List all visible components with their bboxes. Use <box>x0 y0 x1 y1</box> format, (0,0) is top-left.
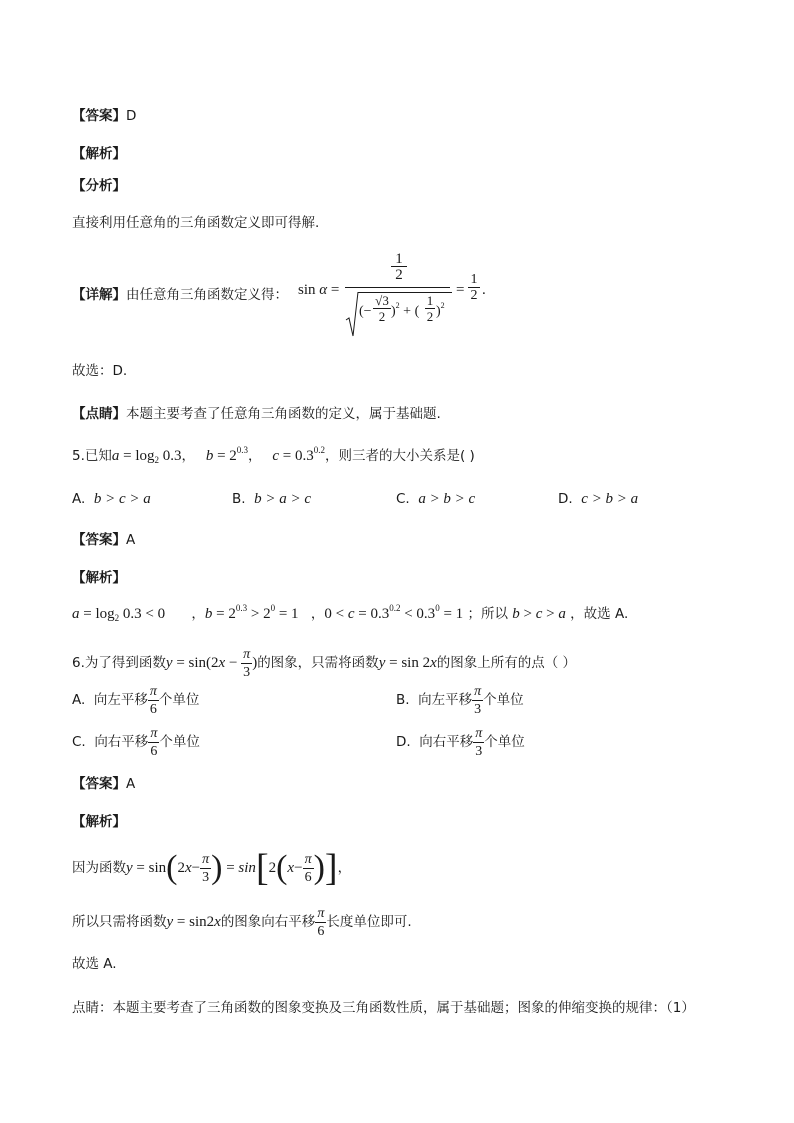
q5-analysis-tag: 【解析】 <box>72 570 126 586</box>
sqrt-icon <box>345 290 359 340</box>
q4-fenxi-tag: 【分析】 <box>72 178 126 194</box>
q6-option-c[interactable]: C. 向右平移 $\frac{\pi}{6}$ 个单位 <box>72 725 200 759</box>
comment-text: 本题主要考查了任意角三角函数的定义，属于基础题. <box>126 406 441 422</box>
q5-option-c[interactable]: C. a > b > c <box>396 491 476 507</box>
formula-main-bar <box>345 287 450 288</box>
q5-option-b[interactable]: B. b > a > c <box>232 491 312 507</box>
q6-conclusion: 故选 A. <box>72 956 117 972</box>
answer-tag: 【答案】 <box>72 108 126 124</box>
q5-a-expr: a <box>111 448 120 464</box>
q6-option-a[interactable]: A. 向左平移 $\frac{\pi}{6}$ 个单位 <box>72 683 200 717</box>
q6-because-line: 因为函数y = sin(2x− $\frac{\pi}{3}$ ) = sin[2(x− $\frac{\pi}{6}$ )]， <box>72 847 352 889</box>
q6-option-d[interactable]: D. 向右平移 $\frac{\pi}{3}$ 个单位 <box>396 725 525 759</box>
q6-stem: 6.为了得到函数y = sin(2x − $\frac{\pi}{3}$ )的图象，只需将函数y = sin 2x的图象上所有的点（ ） <box>72 646 577 680</box>
q4-comment-line <box>72 404 441 424</box>
q6-analysis-tag: 【解析】 <box>72 814 126 830</box>
q6-option-b[interactable]: B. 向左平移 $\frac{\pi}{3}$ 个单位 <box>396 683 524 717</box>
formula-numerator: 1 2 <box>391 252 407 283</box>
answer-value: D <box>126 108 137 124</box>
q4-formula: sin α = 1 2 (− √3 2 )$^2$ + ( 1 2 )$^2$ = 1 2 . <box>298 252 498 342</box>
q6-answer-line: 【答案】A <box>72 776 136 792</box>
comment-tag: 【点睛】 <box>72 406 126 422</box>
q4-detail-line <box>72 285 288 305</box>
detail-tag: 【详解】 <box>72 287 126 303</box>
q5-solution-end: ，故选 A. <box>570 606 629 622</box>
formula-denominator: (− √3 2 )$^2$ + ( 1 2 )$^2$ <box>345 290 453 340</box>
q5-option-a[interactable]: A. b > c > a <box>72 491 151 507</box>
q5-option-d[interactable]: D. c > b > a <box>558 491 639 507</box>
q4-conclusion: 故选：D. <box>72 363 128 379</box>
q5-answer-line: 【答案】A <box>72 532 136 548</box>
q5-solution: $a = \log_2 0.3 < 0$ ，$b = 2^{0.3} > 2^0 = 1$ ，$0 < c = 0.3^{0.2} < 0.3^0 = 1$ ；所以 b > c > a ，故选 A. <box>72 603 629 623</box>
q5-stem-suffix: ，则三者的大小关系是( ) <box>324 448 475 464</box>
detail-text: 由任意角三角函数定义得： <box>126 287 288 303</box>
q6-comment: 点睛：本题主要考查了三角函数的图象变换及三角函数性质，属于基础题；图象的伸缩变换的规律：（1） <box>72 1000 695 1016</box>
q6-so-line: 所以只需将函数y = sin2x的图象向右平移 $\frac{\pi}{6}$ 长度单位即可. <box>72 905 412 939</box>
q5-stem: 5.已知$a = \log_2 0.3$， $b = 2^{0.3}$， $c = 0.3^{0.2}$，则三者的大小关系是( ) <box>72 445 475 465</box>
formula-left: sin α = <box>298 282 340 298</box>
formula-equals: = <box>456 282 465 298</box>
q4-fenxi-text: 直接利用任意角的三角函数定义即可得解. <box>72 215 320 231</box>
q5-stem-prefix: 5.已知 <box>72 448 112 464</box>
formula-result: 1 2 <box>468 272 480 304</box>
q4-answer-line <box>72 106 136 126</box>
q4-analysis-tag: 【解析】 <box>72 146 126 162</box>
